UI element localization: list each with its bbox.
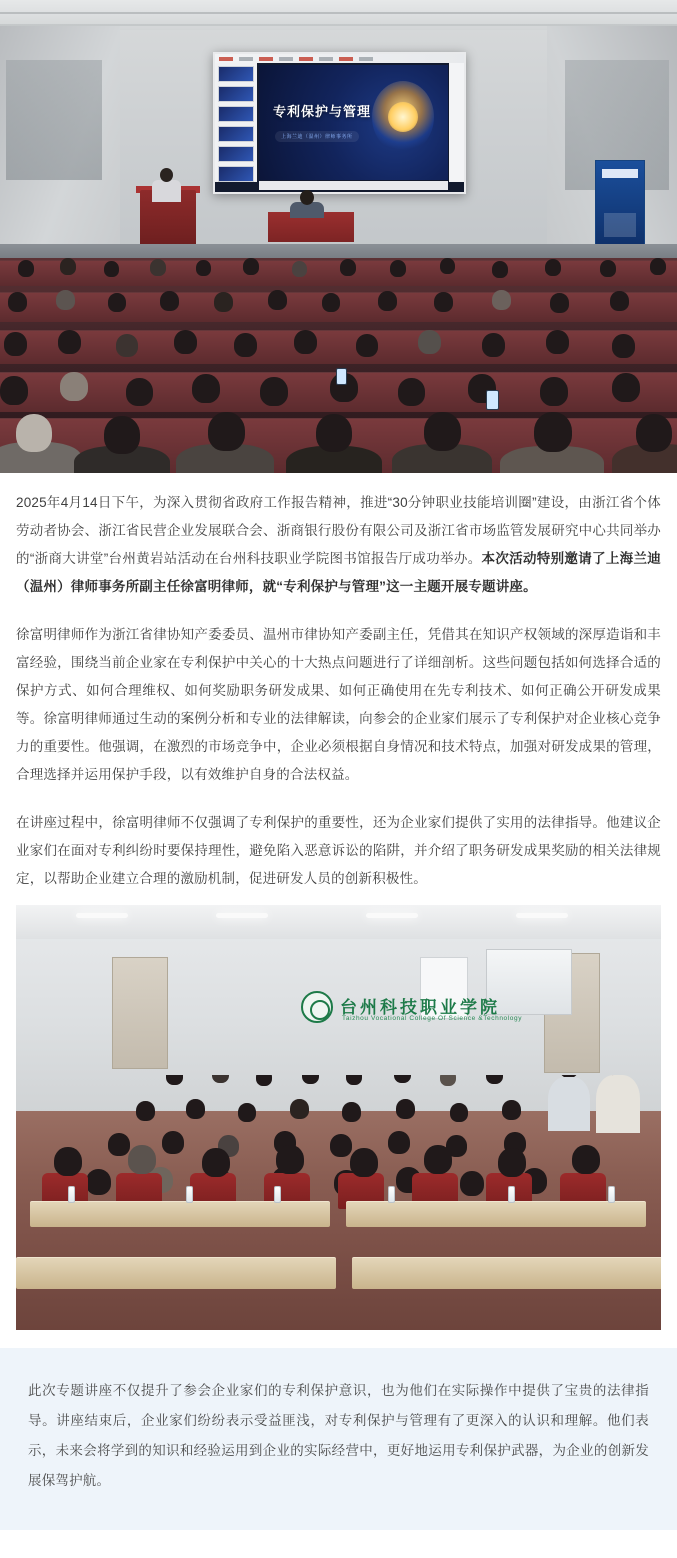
lightbulb-icon — [372, 81, 434, 153]
audience-desk-front — [352, 1257, 661, 1289]
school-name-text: 台州科技职业学院 — [340, 998, 500, 1017]
slide-status-bar — [259, 181, 448, 190]
audience-desk — [346, 1201, 646, 1227]
paragraph-2: 徐富明律师作为浙江省律协知产委委员、温州市律协知产委副主任，凭借其在知识产权领域的深厚造诣和丰富经验，围绕当前企业家在专利保护中关心的十大热点问题进行了详细剖析。这些问题包括如何选择合适的保护方式、如何合理维权、如何奖励职务研发成果、如何正确使用在先专利技术、如何正确公开研发成果等。徐富明律师通过生动的案例分析和专业的法律解读，向参会的企业家们展示了专利保护对企业核心竞争力的重要性。他强调，在激烈的市场竞争中，企业必须根据自身情况和技术特点，加强对研发成果的管理，合理选择并运用保护手段，以有效维护自身的合法权益。 — [16, 627, 661, 782]
slide-thumbnail-panel — [215, 63, 257, 182]
closing-callout: 此次专题讲座不仅提升了参会企业家们的专利保护意识，也为他们在实际操作中提供了宝贵的法律指导。讲座结束后，企业家们纷纷表示受益匪浅，对专利保护与管理有了更深入的认识和理解。他们表示，未来会将学到的知识和经验运用到企业的实际经营中，更好地运用专利保护武器，为企业的创新发展保驾护航。 — [0, 1348, 677, 1530]
slide-canvas — [259, 65, 448, 180]
slide-side-panel — [449, 63, 464, 182]
photo-auditorium-audience — [16, 905, 661, 1330]
paragraph-1 — [16, 489, 661, 601]
paragraph-1-run-2-bold: 本次活动特别邀请了上海兰迪（温州）律师事务所副主任徐富明律师，就“专利保护与管理”这一主题开展专题讲座。 — [16, 551, 661, 594]
article-body — [0, 473, 677, 897]
speaker-head — [300, 190, 314, 205]
school-logo-icon — [301, 991, 333, 1023]
auditorium-ceiling — [16, 905, 661, 939]
host-head — [160, 168, 173, 182]
audience-phone — [336, 368, 347, 385]
slide-app-toolbar — [215, 54, 464, 63]
host-body — [152, 180, 181, 202]
projection-screen — [213, 52, 466, 194]
audience-area — [0, 258, 677, 473]
audience-phone — [486, 390, 499, 410]
slide-title: 专利保护与管理 — [273, 104, 372, 119]
wall-panel-left — [6, 60, 102, 180]
audience-crowd — [16, 1075, 661, 1255]
slide-subtitle: 上海兰迪（温州）律师事务所 — [275, 131, 359, 142]
paragraph-3: 在讲座过程中，徐富明律师不仅强调了专利保护的重要性，还为企业家们提供了实用的法律指导。他建议企业家们在面对专利纠纷时要保持理性，避免陷入恶意诉讼的陷阱，并介绍了职务研发成果奖励的相关法律规定，以帮助企业建立合理的激励机制，促进研发人员的创新积极性。 — [16, 815, 661, 886]
photo-lecture-hall-wide — [0, 0, 677, 473]
school-name-en-text: Taizhou Vocational College Of Science &Technology — [342, 1015, 523, 1022]
roll-up-banner — [595, 160, 645, 250]
paragraph-1-run-1: 2025年4月14日下午，为深入贯彻省政府工作报告精神，推进“30分钟职业技能培训圈”建设，由浙江省个体劳动者协会、浙江省民营企业发展联合会、浙商银行股份有限公司及浙江省市场监管发展研究中心共同举办的“浙商大讲堂”台州黄岩站活动在台州科技职业学院图书馆报告厅成功举办。 — [16, 495, 661, 566]
audience-desk — [30, 1201, 330, 1227]
audience-desk-front — [16, 1257, 336, 1289]
ceiling-line — [0, 12, 677, 14]
door-left — [112, 957, 168, 1069]
